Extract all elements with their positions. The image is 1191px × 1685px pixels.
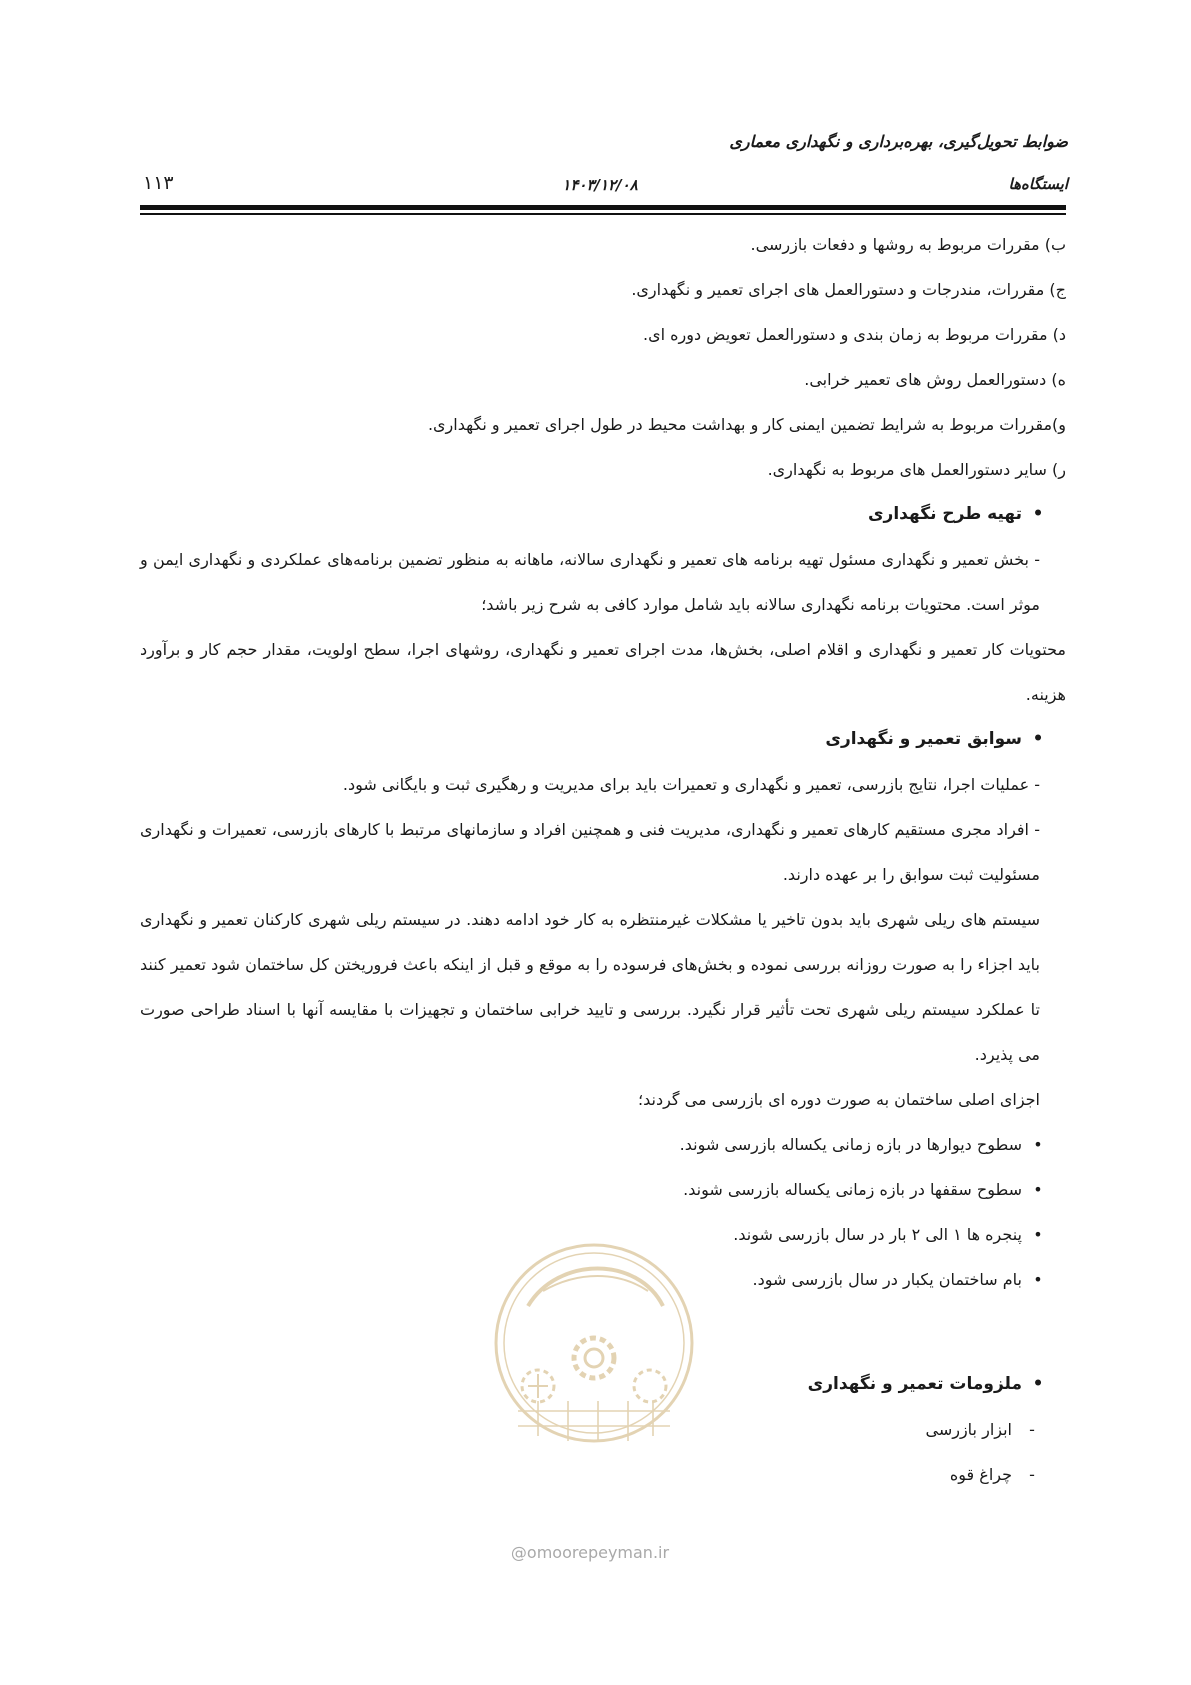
watermark-website: @omoorepeyman.ir	[510, 1543, 670, 1562]
section-heading-text: ملزومات تعمیر و نگهداری	[807, 1374, 1022, 1394]
list-item: •سطوح سقفها در بازه زمانی یکساله بازرسی شوند.	[140, 1167, 1066, 1212]
dash-icon: -	[1029, 1420, 1035, 1439]
bullet-icon: •	[1033, 1135, 1043, 1154]
section-heading-text: تهیه طرح نگهداری	[867, 504, 1022, 524]
paragraph: محتویات کار تعمیر و نگهداری و اقلام اصلی، بخش‌ها، مدت اجرای تعمیر و نگهداری، روشهای اجرا، سطح اولویت، مقدار حجم کار و برآورد هزینه.	[140, 640, 1066, 704]
section-heading-text: سوابق تعمیر و نگهداری	[825, 729, 1022, 749]
paragraph: - بخش تعمیر و نگهداری مسئول تهیه برنامه های تعمیر و نگهداری سالانه، ماهانه به منظور تضمین برنامه‌های عملکردی و نگهداری ایمن و موثر است. محتویات برنامه نگهداری سالانه باید شامل موارد کافی به شرح زیر باشد؛	[140, 550, 1040, 614]
list-item-j: ج) مقررات، مندرجات و دستورالعمل های اجرای تعمیر و نگهداری.	[631, 280, 1066, 299]
list-item: •پنجره ها ۱ الی ۲ بار در سال بازرسی شوند.	[140, 1212, 1066, 1257]
header-subtitle: ایستگاه‌ها	[1008, 175, 1068, 193]
list-item: -چراغ قوه	[140, 1452, 1066, 1497]
header-date: ۱۴۰۳/۱۲/۰۸	[562, 176, 638, 194]
list-item-r: ر) سایر دستورالعمل های مربوط به نگهداری.	[767, 460, 1066, 479]
list-item-v: و)مقررات مربوط به شرایط تضمین ایمنی کار و بهداشت محیط در طول اجرای تعمیر و نگهداری.	[427, 415, 1066, 434]
bullet-icon: •	[1033, 1180, 1043, 1199]
header-title: ضوابط تحویل‌گیری، بهره‌برداری و نگهداری معماری	[729, 132, 1068, 151]
list-item-b: ب) مقررات مربوط به روشها و دفعات بازرسی.	[750, 235, 1066, 254]
list-item: •بام ساختمان یکبار در سال بازرسی شود.	[140, 1257, 1066, 1302]
paragraph: - افراد مجری مستقیم کارهای تعمیر و نگهداری، مدیریت فنی و همچنین افراد و سازمانهای مرتبط با کارهای بازرسی، تعمیرات و نگهداری مسئولیت ثبت سوابق را بر عهده دارند.	[140, 820, 1040, 884]
paragraph: سیستم های ریلی شهری باید بدون تاخیر یا مشکلات غیرمنتظره به کار خود ادامه دهند. در سیستم ریلی شهری کارکنان تعمیر و نگهداری باید اجزاء را به صورت روزانه بررسی نموده و بخش‌های فرسوده را به موقع و قبل از اینکه باعث فروریختن کل ساختمان شود تعمیر کنند تا عملکرد سیستم ریلی شهری تحت تأثیر قرار نگیرد. بررسی و تایید خرابی ساختمان و تجهیزات با مقایسه آنها با اسناد طراحی صورت می پذیرد.	[140, 910, 1040, 1064]
watermark-logo	[488, 1236, 700, 1451]
paragraph: - عملیات اجرا، نتایج بازرسی، تعمیر و نگهداری و تعمیرات باید برای مدیریت و رهگیری ثبت و بایگانی شود.	[342, 775, 1040, 794]
list-item: -ابزار بازرسی	[140, 1407, 1066, 1452]
list-item-h: ه) دستورالعمل روش های تعمیر خرابی.	[804, 370, 1066, 389]
bullet-icon: •	[1032, 504, 1044, 524]
page-number: ۱۱۳	[143, 172, 174, 194]
header-rule-thin	[140, 213, 1066, 215]
dash-icon: -	[1029, 1465, 1035, 1484]
header-rule-thick	[140, 205, 1066, 210]
list-item: •سطوح دیوارها در بازه زمانی یکساله بازرسی شوند.	[140, 1122, 1066, 1167]
section-heading-maintenance-records	[140, 717, 1066, 762]
bullet-icon: •	[1033, 1270, 1043, 1289]
bullet-icon: •	[1032, 1374, 1044, 1394]
bullet-icon: •	[1032, 729, 1044, 749]
section-heading-maintenance-plan	[140, 492, 1066, 537]
paragraph: اجزای اصلی ساختمان به صورت دوره ای بازرسی می گردند؛	[638, 1090, 1040, 1109]
list-item-d: د) مقررات مربوط به زمان بندی و دستورالعمل تعویض دوره ای.	[642, 325, 1066, 344]
bullet-icon: •	[1033, 1225, 1043, 1244]
